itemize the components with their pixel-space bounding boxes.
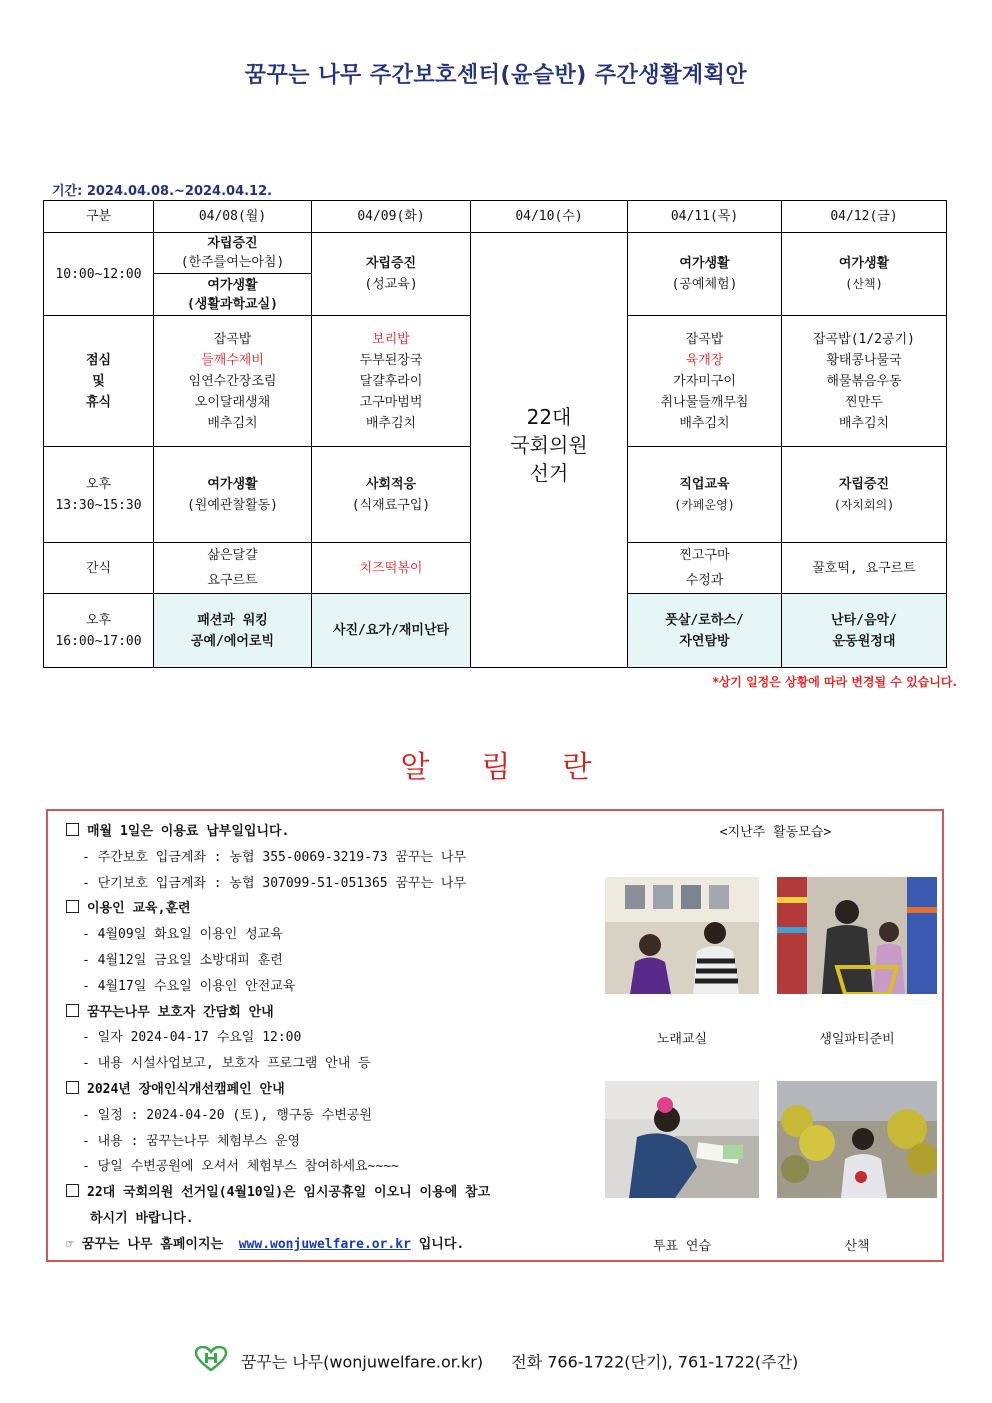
photo-label: 투표 연습 — [652, 1239, 712, 1254]
menu-item: 보리밥 — [372, 331, 410, 347]
photo-party-prep — [777, 877, 937, 994]
menu-item: 육개장 — [685, 352, 724, 368]
notice-text: - 4월12일 금요일 소방대피 훈련 — [82, 952, 283, 968]
notice-board-title: 알림란 — [400, 750, 644, 785]
notice-board — [46, 809, 944, 1262]
menu-item: 가자미구이 — [673, 373, 736, 389]
notice-item — [66, 1051, 606, 1077]
activity-line: 패션과 워킹 — [197, 612, 268, 628]
activity-title: 여가생활 — [207, 277, 258, 293]
activity-line: 난타/음악/ — [831, 612, 897, 628]
notice-text: - 주간보호 입금계좌 : 농협 355-0069-3219-73 꿈꾸는 나무 — [82, 849, 467, 865]
header-cell: 04/10(수) — [471, 201, 628, 233]
header-cell: 04/08(월) — [154, 201, 312, 233]
header-cell: 04/09(화) — [312, 201, 471, 233]
homepage-suffix: 입니다. — [418, 1237, 465, 1252]
notice-item — [66, 1154, 606, 1180]
activity-sub: (한주를여는아침) — [180, 255, 285, 270]
thu-afternoon-cell — [628, 447, 782, 543]
thu-morning-cell — [628, 233, 782, 316]
photo-voting-practice — [605, 1081, 759, 1198]
homepage-prefix: 꿈꾸는 나무 홈페이지는 — [81, 1237, 224, 1252]
notice-item — [66, 1103, 606, 1129]
tue-snack-cell: 치즈떡볶이 — [312, 543, 471, 594]
activity-sub: (원예관찰활동) — [186, 497, 278, 513]
notice-text: - 단기보호 입금계좌 : 농협 307099-51-051365 꿈꾸는 나무 — [82, 875, 467, 891]
heart-logo-icon — [194, 1346, 228, 1376]
menu-item: 찐만두 — [845, 394, 883, 410]
mon-afternoon-cell — [154, 447, 312, 543]
photo-singing-class — [605, 877, 759, 994]
checkbox-square-icon — [66, 823, 79, 836]
notice-item — [66, 871, 606, 897]
menu-item: 황태콩나물국 — [826, 352, 902, 368]
row-label-line: 점심 — [85, 352, 112, 368]
snack-item: 찐고구마 — [679, 548, 730, 563]
notice-item — [66, 922, 606, 948]
row-label-line: 13:30~15:30 — [55, 497, 142, 513]
notice-item — [66, 1129, 606, 1155]
election-cell — [471, 233, 628, 668]
activity-sub: (산책) — [845, 277, 883, 291]
menu-item: 취나물들깨무침 — [660, 394, 749, 410]
checkbox-square-icon — [66, 1004, 79, 1017]
activity-title: 여가생활 — [679, 256, 730, 271]
notice-text: - 당일 수변공원에 오셔서 체험부스 참여하세요~~~~ — [82, 1159, 399, 1175]
menu-item: 배추김치 — [838, 415, 890, 431]
menu-item: 임연수간장조림 — [188, 373, 277, 389]
homepage-link[interactable]: www.wonjuwelfare.or.kr — [238, 1237, 411, 1252]
schedule-change-note: *상기 일정은 상황에 따라 변경될 수 있습니다. — [712, 675, 957, 689]
activity-line: 자연탐방 — [679, 633, 730, 649]
footer — [0, 1346, 992, 1376]
menu-item: 해물볶음우동 — [826, 373, 902, 389]
tue-morning-cell — [312, 233, 471, 316]
row-label-line: 및 — [92, 373, 105, 389]
activity-title: 자립증진 — [838, 476, 890, 492]
row-label-line: 16:00~17:00 — [55, 633, 142, 649]
activity-title: 자립증진 — [207, 236, 258, 251]
menu-item: 배추김치 — [207, 415, 258, 431]
activity-sub: (생활과학교실) — [186, 296, 278, 312]
notice-text: - 4월17일 수요일 이용인 안전교육 — [82, 978, 296, 994]
fri-late-cell — [782, 594, 947, 668]
activity-title: 직업교육 — [679, 476, 730, 492]
notice-text: - 4월09일 화요일 이용인 성교육 — [82, 927, 283, 943]
mon-morning-cell — [154, 233, 312, 316]
notice-item — [66, 974, 606, 1000]
activity-title: 자립증진 — [365, 256, 417, 271]
thu-lunch-cell — [628, 316, 782, 447]
row-label — [44, 316, 154, 447]
period-label: 기간: 2024.04.08.~2024.04.12. — [52, 184, 273, 199]
homepage-line — [66, 1232, 606, 1258]
menu-item: 잡곡밥 — [685, 331, 724, 347]
mon-lunch-cell — [154, 316, 312, 447]
notice-text: 이용인 교육,훈련 — [87, 901, 191, 917]
checkbox-square-icon — [66, 1081, 79, 1094]
mon-snack-cell — [154, 543, 312, 594]
fri-afternoon-cell — [782, 447, 947, 543]
tue-afternoon-cell — [312, 447, 471, 543]
notice-text: - 내용 : 꿈꾸는나무 체험부스 운영 — [82, 1133, 301, 1149]
weekly-schedule-table — [43, 200, 947, 668]
notice-item — [66, 1206, 606, 1232]
photo-label: 산책 — [844, 1239, 870, 1254]
activity-title: 여가생활 — [207, 476, 258, 492]
header-row — [44, 201, 947, 233]
row-label: 10:00~12:00 — [44, 233, 154, 316]
menu-item: 오이달래생채 — [194, 394, 271, 410]
row-label-line: 오후 — [85, 476, 112, 492]
notice-item — [66, 845, 606, 871]
notice-heading — [66, 1077, 606, 1103]
footer-org: 꿈꾸는 나무(wonjuwelfare.or.kr) — [240, 1352, 484, 1372]
photo-label: 노래교실 — [656, 1032, 708, 1047]
notice-text: 꿈꾸는나무 보호자 간담회 안내 — [87, 1004, 274, 1020]
menu-item: 두부된장국 — [359, 352, 423, 368]
menu-item: 잡곡밥(1/2공기) — [813, 331, 915, 347]
snack-item: 삶은달걀 — [207, 548, 258, 563]
notice-heading — [66, 1180, 606, 1206]
row-label — [44, 594, 154, 668]
notice-text: 매월 1일은 이용료 납부일입니다. — [87, 824, 290, 839]
activity-line: 공예/에어로빅 — [190, 633, 275, 649]
fri-snack-cell: 꿀호떡, 요구르트 — [782, 543, 947, 594]
notice-text: - 일정 : 2024-04-20 (토), 행구동 수변공원 — [82, 1107, 372, 1123]
tue-lunch-cell — [312, 316, 471, 447]
photo-label: 생일파티준비 — [819, 1032, 895, 1047]
photo-walk — [777, 1081, 937, 1198]
morning-row — [44, 233, 947, 316]
menu-item: 고구마범벅 — [359, 394, 423, 410]
activity-sub: (식재료구입) — [351, 497, 431, 513]
header-cell: 04/11(목) — [628, 201, 782, 233]
activity-line: 운동원정대 — [832, 633, 896, 649]
notice-heading — [66, 896, 606, 922]
thu-late-cell — [628, 594, 782, 668]
row-label — [44, 447, 154, 543]
header-cell: 04/12(금) — [782, 201, 947, 233]
fri-lunch-cell — [782, 316, 947, 447]
activity-sub: (카페운영) — [674, 497, 735, 512]
footer-phone: 전화 766-1722(단기), 761-1722(주간) — [511, 1352, 799, 1372]
page-title: 꿈꾸는 나무 주간보호센터(윤슬반) 주간생활계획안 — [244, 63, 748, 88]
notice-text: 하시기 바랍니다. — [90, 1210, 194, 1226]
tue-late-cell: 사진/요가/재미난타 — [312, 594, 471, 668]
notice-list — [66, 819, 606, 1232]
notice-text: - 일자 2024-04-17 수요일 12:00 — [82, 1030, 302, 1046]
activity-sub: (성교육) — [364, 277, 418, 292]
snack-item: 요구르트 — [207, 573, 258, 588]
pointing-hand-icon: ☞ — [66, 1237, 74, 1252]
header-cell: 구분 — [44, 201, 154, 233]
election-line: 22대 — [526, 405, 572, 429]
activity-title: 여가생활 — [838, 256, 890, 271]
activity-sub: (공예체험) — [671, 277, 738, 292]
checkbox-square-icon — [66, 900, 79, 913]
snack-item: 수정과 — [685, 573, 724, 588]
election-line: 선거 — [529, 461, 569, 485]
thu-snack-cell — [628, 543, 782, 594]
row-label: 간식 — [44, 543, 154, 594]
fri-morning-cell — [782, 233, 947, 316]
checkbox-square-icon — [66, 1184, 79, 1197]
notice-heading — [66, 1000, 606, 1026]
notice-item — [66, 948, 606, 974]
menu-item: 배추김치 — [365, 415, 417, 431]
activity-sub: (자치회의) — [833, 497, 895, 512]
mon-late-cell — [154, 594, 312, 668]
notice-item — [66, 1025, 606, 1051]
notice-text: 22대 국회의원 선거일(4월10일)은 임시공휴일 이오니 이용에 참고 — [87, 1185, 491, 1201]
menu-item: 달걀후라이 — [359, 373, 423, 389]
notice-text: - 내용 시설사업보고, 보호자 프로그램 안내 등 — [82, 1056, 371, 1072]
menu-item: 들깨수제비 — [201, 352, 264, 368]
row-label-line: 오후 — [85, 612, 112, 628]
row-label-line: 휴식 — [85, 394, 112, 410]
gallery-caption: <지난주 활동모습> — [719, 825, 832, 840]
election-line: 국회의원 — [510, 433, 588, 457]
activity-title: 사회적응 — [365, 476, 417, 492]
menu-item: 잡곡밥 — [213, 331, 252, 347]
notice-heading — [66, 819, 606, 845]
notice-text: 2024년 장애인식개선캠페인 안내 — [87, 1081, 285, 1097]
menu-item: 배추김치 — [679, 415, 730, 431]
activity-line: 풋살/로하스/ — [665, 612, 744, 628]
